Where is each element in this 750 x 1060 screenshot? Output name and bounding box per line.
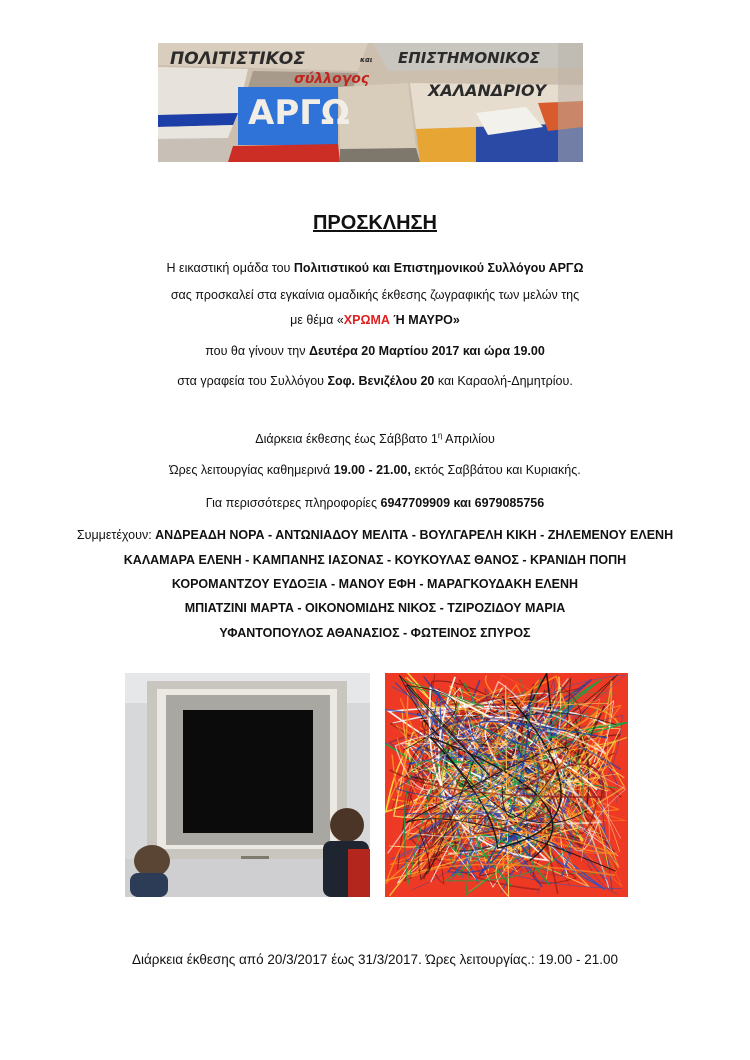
header-banner-image [158, 43, 583, 162]
location-line [0, 374, 750, 388]
duration-text: Διάρκεια έκθεσης έως Σάββατο 1 [255, 432, 438, 447]
banner-title-left: ΠΟΛΙΤΙΣΤΙΚΟΣ [170, 49, 305, 69]
duration-month: Απριλίου [442, 432, 495, 447]
footer-summary: Διάρκεια έκθεσης από 20/3/2017 έως 31/3/2017. Ώρες λειτουργίας.: 19.00 - 21.00 [131, 952, 619, 967]
intro-line-2: σας προσκαλεί στα εγκαίνια ομαδικής έκθεσης ζωγραφικής των μελών της [170, 288, 580, 302]
intro-line-1 [0, 261, 750, 275]
intro-line-1-text: Η εικαστική ομάδα του [166, 261, 294, 275]
hours-value: 19.00 - 21.00, [333, 463, 411, 477]
participants-names-3: ΚΟΡΟΜΑΝΤΖΟΥ ΕΥΔΟΞΙΑ - ΜΑΝΟΥ ΕΦΗ - ΜΑΡΑΓΚΟΥΔΑΚΗ ΕΛΕΝΗ [171, 577, 579, 591]
banner-logo-text: ΑΡΓΩ [248, 93, 350, 133]
participants-row-3 [0, 577, 750, 591]
theme-suffix: Ή ΜΑΥΡΟ» [389, 313, 460, 327]
participants-names-5: ΥΦΑΝΤΟΠΟΥΛΟΣ ΑΘΑΝΑΣΙΟΣ - ΦΩΤΕΙΝΟΣ ΣΠΥΡΟΣ [219, 626, 531, 640]
organizer-name: Πολιτιστικού και Επιστημονικού Συλλόγου ΑΡΓΩ [293, 261, 584, 275]
participants-row-2 [0, 553, 750, 567]
abstract-color-painting [385, 673, 628, 897]
black-square-gallery-photo [125, 673, 370, 897]
hours-prefix: Ώρες λειτουργίας καθημερινά [169, 463, 334, 477]
theme-prefix: με θέμα « [290, 313, 344, 327]
participants-names-1: ΑΝΔΡΕΑΔΗ ΝΟΡΑ - ΑΝΤΩΝΙΑΔΟΥ ΜΕΛΙΤΑ - ΒΟΥΛΓΑΡΕΛΗ ΚΙΚΗ - ΖΗΛΕΜΕΝΟΥ ΕΛΕΝΗ [155, 528, 674, 542]
banner-subtitle-left: σύλλογος [294, 71, 370, 87]
participants-row-4 [0, 601, 750, 615]
location-prefix: στα γραφεία του Συλλόγου [177, 374, 328, 388]
participants-row-5 [0, 626, 750, 640]
opening-date-line [0, 344, 750, 358]
hours-suffix: εκτός Σαββάτου και Κυριακής. [410, 463, 581, 477]
location-suffix: και Καραολή-Δημητρίου. [434, 374, 573, 388]
contact-phones: 6947709909 και 6979085756 [380, 496, 545, 510]
location-address: Σοφ. Βενιζέλου 20 [327, 374, 435, 388]
participants-names-4: ΜΠΙΑΤΖΙΝΙ ΜΑΡΤΑ - ΟΙΚΟΝΟΜΙΔΗΣ ΝΙΚΟΣ - ΤΖΙΡΟΖΙΔΟΥ ΜΑΡΙΑ [184, 601, 566, 615]
participants-label: Συμμετέχουν: [76, 528, 156, 542]
gallery-illustration [125, 673, 370, 897]
banner-conjunction: και [360, 56, 373, 64]
duration-superscript: η [437, 431, 443, 440]
page-title: ΠΡΟΣΚΛΗΣΗ [312, 212, 437, 234]
opening-hours [0, 463, 750, 477]
contact-info [0, 496, 750, 510]
banner-title-right: ΕΠΙΣΤΗΜΟΝΙΚΟΣ [398, 49, 540, 67]
opening-date-prefix: που θα γίνουν την [205, 344, 309, 358]
participants-names-2: ΚΑΛΑΜΑΡΑ ΕΛΕΝΗ - ΚΑΜΠΑΝΗΣ ΙΑΣΟΝΑΣ - ΚΟΥΚΟΥΛΑΣ ΘΑΝΟΣ - ΚΡΑΝΙΔΗ ΠΟΠΗ [123, 553, 627, 567]
theme-highlight: ΧΡΩΜΑ [343, 313, 390, 327]
participants-row-1 [0, 528, 750, 542]
contact-prefix: Για περισσότερες πληροφορίες [205, 496, 381, 510]
opening-date: Δευτέρα 20 Μαρτίου 2017 και ώρα 19.00 [308, 344, 545, 358]
exhibition-duration [0, 431, 750, 446]
theme-line [0, 313, 750, 327]
banner-subtitle-right: ΧΑΛΑΝΔΡΙΟΥ [428, 81, 547, 100]
drip-painting [385, 673, 628, 897]
